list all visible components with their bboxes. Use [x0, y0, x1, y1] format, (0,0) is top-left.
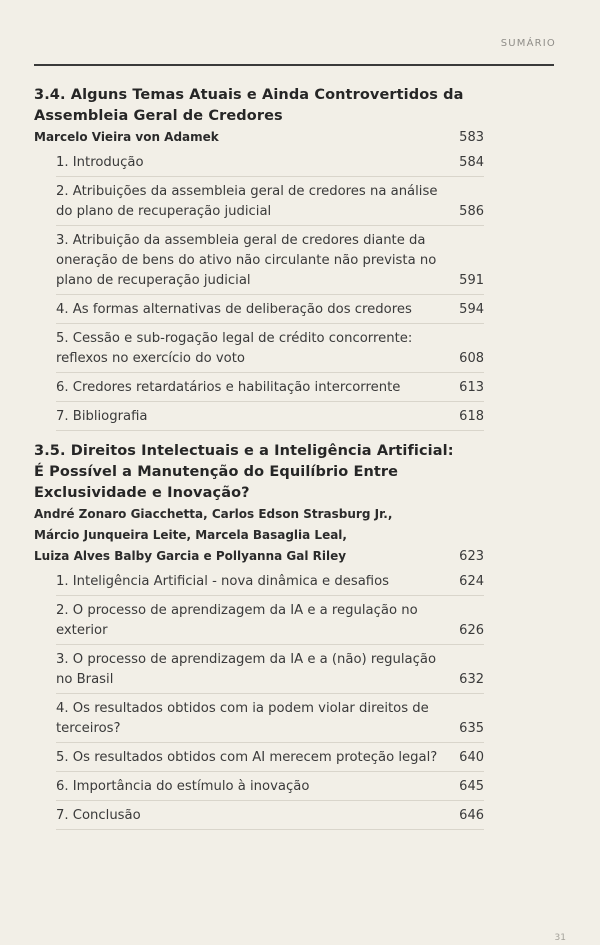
toc-entry-text: 1. Inteligência Artificial - nova dinâmica e desafios [56, 574, 390, 589]
toc-entry-text: 1. Introdução [56, 155, 144, 170]
section-spacer [34, 431, 484, 441]
toc-entry-page: 586 [459, 204, 484, 219]
toc-entry-page: 591 [459, 273, 484, 288]
toc-section-3-4 [34, 85, 484, 431]
toc-entry[interactable] [56, 743, 484, 772]
section-title-line: Assembleia Geral de Credores [34, 108, 283, 124]
section-author: Marcelo Vieira von Adamek [34, 130, 219, 144]
section-authors [34, 504, 484, 567]
section-author: Luiza Alves Balby Garcia e Pollyanna Gal Riley [34, 549, 347, 563]
toc-entry[interactable] [56, 772, 484, 801]
toc-entry-text: 4. As formas alternativas de deliberação dos credores [56, 302, 412, 317]
toc-entry-text: 4. Os resultados obtidos com ia podem violar direitos de terceiros? [56, 701, 429, 736]
toc-entries [56, 567, 484, 830]
section-title-line: Exclusividade e Inovação? [34, 485, 250, 501]
section-page-number: 583 [459, 130, 484, 145]
toc-entry-page: 626 [459, 623, 484, 638]
toc-entry-text: 7. Conclusão [56, 808, 141, 823]
toc-entry[interactable] [56, 402, 484, 431]
toc-entry[interactable] [56, 596, 484, 645]
toc-entry[interactable] [56, 645, 484, 694]
toc-content [34, 85, 484, 830]
toc-entry-page: 645 [459, 779, 484, 794]
section-page-number: 623 [459, 549, 484, 564]
toc-section-3-5 [34, 441, 484, 830]
section-author-row [34, 127, 484, 148]
toc-entry-page: 646 [459, 808, 484, 823]
toc-entry-page: 635 [459, 721, 484, 736]
toc-entry-text: 2. Atribuições da assembleia geral de credores na análise do plano de recuperação judicial [56, 184, 438, 219]
toc-entry-page: 584 [459, 155, 484, 170]
toc-entry-page: 608 [459, 351, 484, 366]
section-author-row [34, 546, 484, 567]
toc-entry[interactable] [56, 324, 484, 373]
toc-entry-text: 6. Credores retardatários e habilitação intercorrente [56, 380, 401, 395]
running-header: SUMÁRIO [500, 38, 556, 49]
toc-entry[interactable] [56, 373, 484, 402]
page-number: 31 [554, 933, 566, 943]
section-title-line: É Possível a Manutenção do Equilíbrio Entre [34, 464, 399, 480]
toc-entry[interactable] [56, 801, 484, 830]
toc-entry-text: 2. O processo de aprendizagem da IA e a regulação no exterior [56, 603, 418, 638]
toc-entry-text: 5. Os resultados obtidos com AI merecem proteção legal? [56, 750, 438, 765]
section-author: André Zonaro Giacchetta, Carlos Edson Strasburg Jr., [34, 507, 393, 521]
toc-entry-text: 5. Cessão e sub-rogação legal de crédito concorrente: reflexos no exercício do voto [56, 331, 413, 366]
toc-entry-page: 632 [459, 672, 484, 687]
toc-entry[interactable] [56, 567, 484, 596]
section-author: Márcio Junqueira Leite, Marcela Basaglia Leal, [34, 528, 347, 542]
toc-entry-text: 7. Bibliografia [56, 409, 148, 424]
toc-entry-page: 594 [459, 302, 484, 317]
toc-entries [56, 148, 484, 431]
section-title-line: 3.5. Direitos Intelectuais e a Inteligência Artificial: [34, 443, 454, 459]
toc-entry[interactable] [56, 148, 484, 177]
toc-entry[interactable] [56, 295, 484, 324]
toc-entry-page: 640 [459, 750, 484, 765]
toc-entry-text: 3. Atribuição da assembleia geral de credores diante da oneração de bens do ativo não circulante não prevista no plano de recuperação judicial [56, 233, 437, 288]
toc-entry-page: 613 [459, 380, 484, 395]
toc-entry[interactable] [56, 177, 484, 226]
toc-entry[interactable] [56, 694, 484, 743]
toc-entry-text: 3. O processo de aprendizagem da IA e a (não) regulação no Brasil [56, 652, 437, 687]
toc-entry-page: 618 [459, 409, 484, 424]
toc-entry-page: 624 [459, 574, 484, 589]
toc-entry[interactable] [56, 226, 484, 295]
section-title-line: 3.4. Alguns Temas Atuais e Ainda Controvertidos da [34, 87, 464, 103]
toc-entry-text: 6. Importância do estímulo à inovação [56, 779, 310, 794]
header-rule [34, 64, 554, 66]
